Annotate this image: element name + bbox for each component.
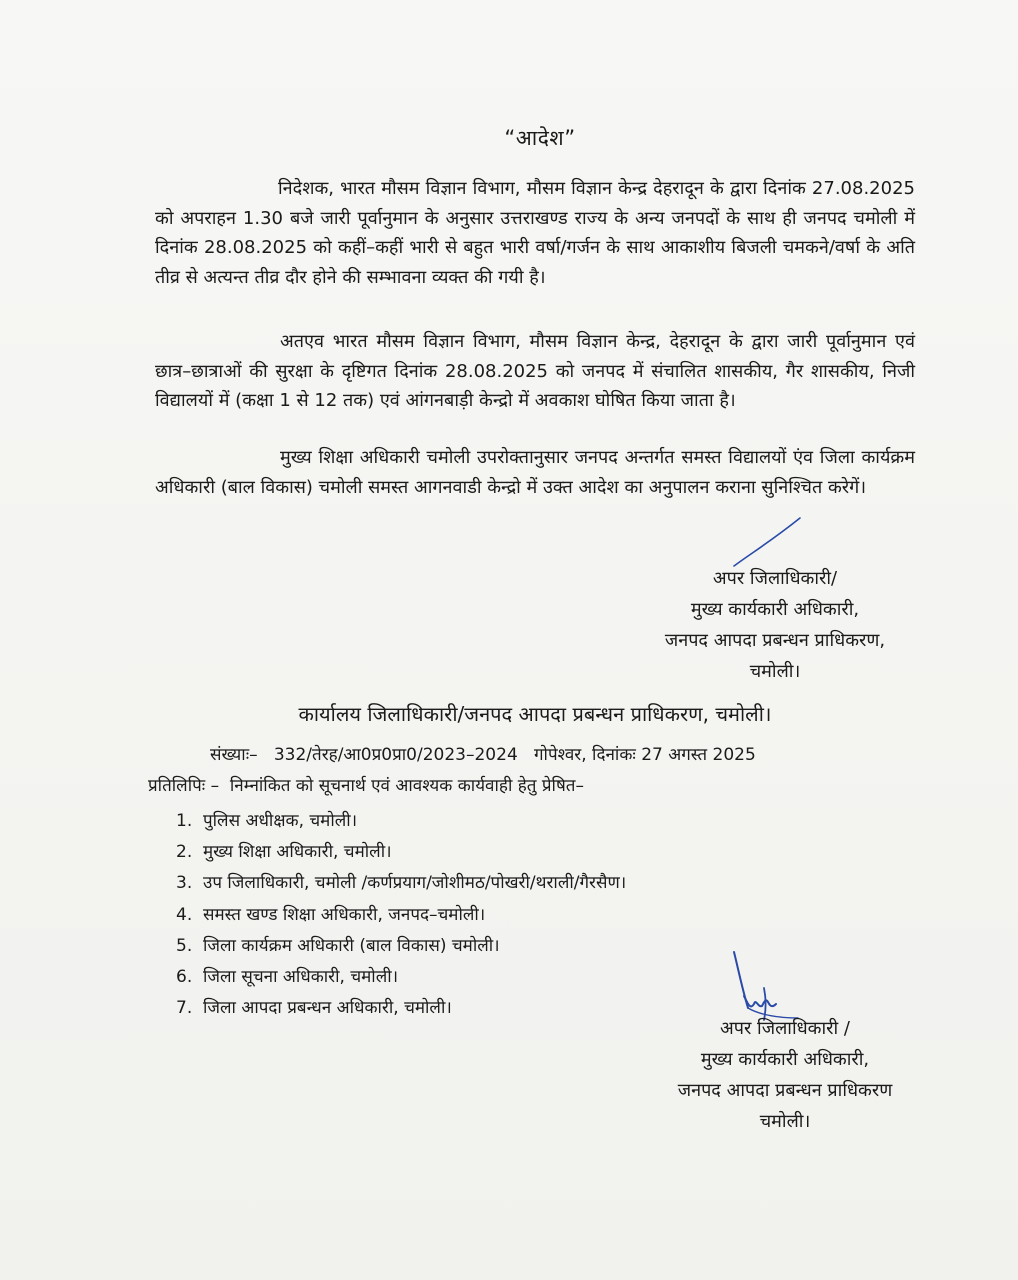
recipient-text: जिला आपदा प्रबन्धन अधिकारी, चमोली। [203, 998, 452, 1019]
recipient-text: उप जिलाधिकारी, चमोली /कर्णप्रयाग/जोशीमठ/पोखरी/थराली/गैरसैण। [203, 873, 627, 894]
signatory-1-designation: अपर जिलाधिकारी/ [712, 568, 838, 589]
signatory-1-role: मुख्य कार्यकारी अधिकारी, [690, 599, 860, 620]
recipient-text: मुख्य शिक्षा अधिकारी, चमोली। [203, 842, 392, 863]
order-paragraph-1: निदेशक, भारत मौसम विज्ञान विभाग, मौसम विज्ञान केन्द्र देहरादून के द्वारा दिनांक 27.08.2025 को अपराहन 1.30 बजे जारी पूर्वानुमान के अनुसार उत्तराखण्ड राज्य के अन्य जनपदों के साथ ही जनपद चमोली में दिनांक 28.08.2025 को कहीं–कहीं भारी से बहुत भारी वर्षा/गर्जन के साथ आकाशीय बिजली चमकने/वर्षा के अति तीव्र से अत्यन्त तीव्र दौर होने की सम्भावना व्यक्त की गयी है। [155, 178, 915, 288]
signatory-2-authority: जनपद आपदा प्रबन्धन प्राधिकरण [677, 1080, 893, 1101]
signatory-2-place: चमोली। [759, 1111, 811, 1132]
recipient-text: समस्त खण्ड शिक्षा अधिकारी, जनपद–चमोली। [203, 904, 486, 925]
ref-number: 332/तेरह/आ0प्र0प्रा0/2023–2024 [273, 745, 518, 765]
recipient-item [176, 837, 626, 868]
recipient-number: 6. [176, 966, 193, 987]
recipient-item [176, 962, 626, 993]
recipient-item [176, 931, 626, 962]
recipient-item [176, 806, 626, 837]
office-title: कार्यालय जिलाधिकारी/जनपद आपदा प्रबन्धन प्राधिकरण, चमोली। [298, 702, 772, 726]
recipient-number: 1. [176, 811, 193, 831]
recipient-text: जिला सूचना अधिकारी, चमोली। [203, 966, 399, 987]
recipient-number: 5. [176, 935, 193, 956]
signatory-2-role: मुख्य कार्यकारी अधिकारी, [700, 1049, 870, 1070]
reference-line [210, 742, 890, 765]
recipient-text: पुलिस अधीक्षक, चमोली। [203, 811, 358, 831]
order-paragraph-3: मुख्य शिक्षा अधिकारी चमोली उपरोक्तानुसार जनपद अन्तर्गत समस्त विद्यालयों एंव जिला कार्यक्रम अधिकारी (बाल विकास) चमोली समस्त आगनवाडी केन्द्रो में उक्त आदेश का अनुपालन कराना सुनिश्चित करेगें। [155, 447, 915, 498]
order-title: “आदेश” [504, 126, 576, 150]
signatory-2-designation: अपर जिलाधिकारी / [720, 1018, 850, 1039]
recipient-item [176, 868, 626, 899]
recipient-text: जिला कार्यक्रम अधिकारी (बाल विकास) चमोली। [203, 935, 500, 956]
order-paragraph-2: अतएव भारत मौसम विज्ञान विभाग, मौसम विज्ञान केन्द्र, देहरादून के द्वारा जारी पूर्वानुमान एवं छात्र–छात्राओं की सुरक्षा के दृष्टिगत दिनांक 28.08.2025 को जनपद में संचालित शासकीय, गैर शासकीय, निजी विद्यालयों में (कक्षा 1 से 12 तक) एवं आंगनबाड़ी केन्द्रो में अवकाश घोषित किया जाता है। [155, 331, 915, 411]
recipient-number: 3. [176, 873, 193, 894]
signatory-block-2 [610, 1013, 960, 1137]
recipient-number: 4. [176, 904, 193, 925]
ref-label: संख्याः– [210, 745, 258, 765]
copy-to-intro: प्रतिलिपिः – निम्नांकित को सूचनार्थ एवं आवश्यक कार्यवाही हेतु प्रेषित– [148, 776, 584, 796]
recipient-item [176, 900, 626, 931]
recipient-number: 7. [176, 998, 193, 1019]
signatory-1-place: चमोली। [749, 661, 801, 682]
signatory-1-authority: जनपद आपदा प्रबन्धन प्राधिकरण, [664, 630, 886, 651]
place-date: गोपेश्वर, दिनांकः 27 अगस्त 2025 [533, 745, 756, 765]
copy-to-list [176, 806, 626, 1024]
recipient-number: 2. [176, 842, 193, 863]
recipient-item [176, 993, 626, 1024]
signatory-block-1 [600, 563, 950, 687]
